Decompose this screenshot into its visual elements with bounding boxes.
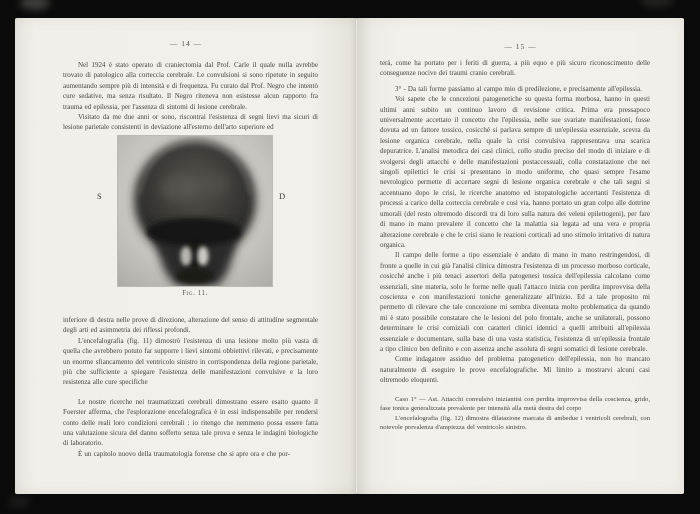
paragraph: È un capitolo nuovo della traumatologia forense che si apre ora e che por- — [78, 449, 291, 458]
xray-skull-image — [118, 136, 272, 286]
figure-side-label-right: D — [279, 191, 286, 201]
paragraph: inferiore di destra nelle prove di direzione, alterazione del senso di attitudine segmentale degli arti ed asimmetria dei riflessi profondi. — [63, 316, 318, 335]
paragraph: Visitato da me due anni or sono, riscontrai l'esistenza di segni lievi ma sicuri di lesione parietale consistenti in deviazione all'esterno dell'arto superiore ed — [63, 113, 318, 132]
figure-caption: Fig. 11. — [182, 290, 208, 297]
paragraph: Le nostre ricerche nei traumatizzati cerebrali dimostrano essere esatto quanto il Foerster afferma, che l'esplorazione encefalografica è in essi indispensabile per rendersi conto delle reali loro condizioni cerebrali : io ritengo che nemmeno possa essere fatta una valutazione sicura del danno sofferto senza tale prova e senza le indagini biologiche di laboratorio. — [63, 397, 318, 448]
left-text-lower — [63, 315, 318, 459]
scan-smudge — [8, 496, 30, 508]
page-left — [15, 18, 357, 494]
paragraph: terà, come ha portato per i feriti di guerra, a più equo e più sicuro riconoscimento delle conseguenze nocive dei traumi cranio cerebrali. — [380, 59, 650, 78]
case-paragraph: L'encefalografia (fig. 12) dimostra dilatazione marcata di ambedue i ventricoli cerebrali, con notevole prevalenza d'ampiezza del ventricolo sinistro. — [380, 414, 650, 432]
scan-smudge — [20, 0, 50, 10]
paragraph: Come indagatore assiduo del problema patogenetico dell'epilessia, non ho mancato naturalmente di eseguire le prove encefalografiche. Mi limito a mostrarvi alcuni casi oltremodo eloquenti. — [380, 355, 650, 385]
scan-smudge — [640, 0, 674, 7]
left-text-upper — [63, 60, 318, 133]
paragraph: 3° - Da tali forme passiamo al campo mio di predilezione, e precisamente all'epilessia. — [395, 84, 642, 93]
paragraph: Voi sapete che le concezioni patogenetiche su questa forma morbosa, hanno in questi ultimi anni subito un continuo lavoro di revisione critica. Prima era pressapoco universalmente accettato il concetto che l'epilessia, nelle sue svariate manifestazioni, fosse dovuta ad un fattore tossico, cosicché si parlava sempre di un'epilessia essenziale, scevra da lesione organica cerebrale, nella quale la crisi convulsiva rappresentava una scarica depuratrice. L'analisi metodica dei casi clinici, collo studio preciso del modo di iniziare e di svolgersi degli attacchi e delle manifestazioni postaccessuali, colla constatazione che nei singoli epilettici le crisi si presentano in modo uniforme, che quasi sempre l'esame nevrologico permette di accertare segni di lesione organica cerebrale e che tali segni si accentuano dopo le crisi, le ricerche anatomo ed istopatologiche accertanti l'esistenza di processi a carico della corteccia cerebrale e così via, hanno portato un gran colpo alle dottrine umorali (del resto oltremodo discordi tra di loro sulla natura dei veleni epilettogeni), per fare di mano in mano prevalere il concetto che la malattia sia legata ad una vera e propria alterazione cerebrale e che le crisi siano le reazioni corticali ad uno stimolo irritativo di natura organica. — [380, 95, 650, 249]
figure-side-label-left: S — [97, 191, 103, 201]
page-number-right: — 15 — — [504, 42, 537, 51]
page-right — [357, 18, 684, 494]
page-number-left: — 14 — — [169, 39, 203, 48]
paragraph: Nel 1924 è stato operato di craniectomia dal Prof. Carle il quale nulla avrebbe trovato di patologico alla corteccia cerebrale. Le convulsioni si sono ripetute in seguito aumentando sempre più di intensità e di frequenza. Fu curato dal Prof. Negro che intentò cure sedative, ma senza risultato. Il Negro riteneva non esistesse alcun rapporto fra trauma ed epilessia, per l'assenza di sintomi di lesione cerebrale. — [63, 61, 318, 111]
paragraph: L'encefalografia (fig. 11) dimostrò l'esistenza di una lesione molto più vasta di quella che avrebbero potuto far supporre i lievi sintomi obbiettivi rilevati, e precisamente un enorme sfiancamento del ventricolo sinistro in corrispondenza della regione parietale, più che sufficiente a spiegare l'esistenza delle manifestazioni convulsive e la loro resistenza alle cure specifiche — [63, 336, 318, 387]
paragraph: Il campo delle forme a tipo essenziale è andato di mano in mano restringendosi, di fronte a quelle in cui già l'analisi clinica dimostra l'esistenza di un processo morboso corticale, cosicché anche i più tenaci assertori della patogenesi tossica dell'epilessia calcolano come essenziali, sine materia, solo le forme nelle quali l'attacco inizia con perdita improvvisa della coscienza e con manifestazioni toniche generalizzate all'inizio. Ed a tale proposito mi permetto di rilevare che tale concezione mi sembra diventata molto problematica da quando mi è stato possibile constatare che le lesioni del polo frontale, anche se unilaterali, possono determinare le crisi comiziali con caratteri clinici identici a quelli attribuiti all'epilessia essenziale e documentare, sulla base di una vasta statistica, l'esistenza di un'epilessia frontale a tipo clinico ben definito e con assenza anche assoluta di segni somatici di lesione cerebrale. — [380, 251, 650, 353]
xray-figure — [118, 136, 272, 286]
case-paragraph: Caso 1° — Ast. Attacchi convulsivi iniziantisi con perdita improvvisa della coscienza, grido, fase tonica generalizzata prevalente per intensità alla metà destra del corpo — [380, 395, 650, 413]
right-text — [380, 58, 650, 433]
